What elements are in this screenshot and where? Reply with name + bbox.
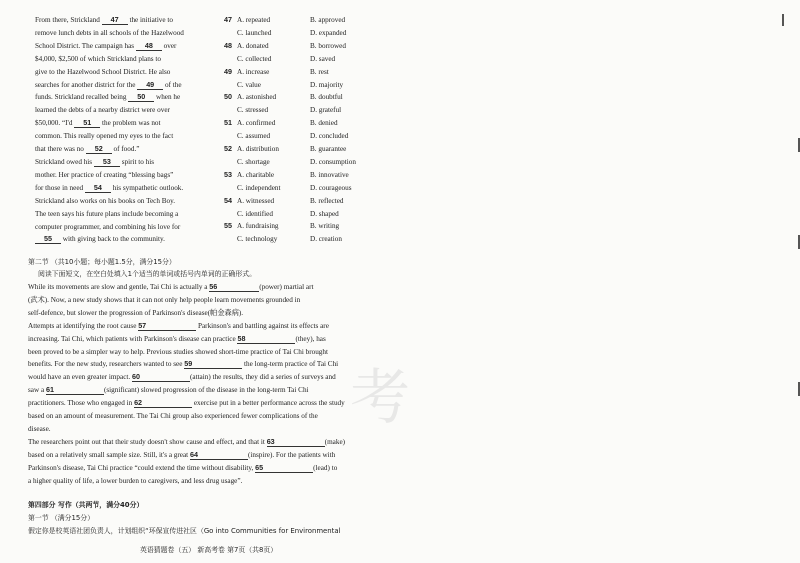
passage-text: (power) martial art [259,283,314,291]
passage-line [28,320,378,333]
passage-line [35,233,230,246]
option-c[interactable]: C. independent [237,183,281,192]
passage-text: his sympathetic outlook. [110,183,184,192]
option-c[interactable]: C. collected [237,54,272,63]
option-d[interactable]: D. shaped [310,209,339,218]
option-b[interactable]: B. reflected [310,196,344,205]
passage-text: the problem was not [100,119,161,128]
blank-57[interactable]: 57 [138,321,196,331]
option-d[interactable]: D. grateful [310,106,342,115]
passage-line [35,182,230,195]
passage-line [35,66,230,79]
option-b[interactable]: B. rest [310,67,329,76]
option-d[interactable]: D. expanded [310,28,347,37]
passage-text: benefits. For the new study, researchers wanted to see [28,360,185,369]
option-c[interactable]: C. assumed [237,132,271,141]
option-a[interactable]: A. increase [237,67,270,76]
option-a[interactable]: A. charitable [237,170,275,179]
option-d[interactable]: D. courageous [310,183,352,192]
blank-53[interactable]: 53 [94,157,120,167]
blank-56[interactable]: 56 [209,282,259,292]
option-a[interactable]: A. astonished [237,93,277,102]
blank-51[interactable]: 51 [74,118,100,128]
passage-text: (they), has [295,334,326,343]
passage-text: Parkinson's and battling against its effects are [196,321,329,330]
writing-prompt: 假定你是校英语社团负责人，计划组织“环保宣传进社区（Go into Communities for Environmental [28,527,341,535]
blank-59[interactable]: 59 [184,359,242,369]
question-number: 54 [224,195,232,205]
watermark: 考 [350,363,410,433]
option-b[interactable]: B. borrowed [310,41,346,50]
passage-line [28,294,378,307]
passage-line [35,195,230,208]
passage-line [28,475,378,488]
passage-text: the initiative to [127,16,173,24]
blank-60[interactable]: 60 [132,372,190,382]
option-c[interactable]: C. identified [237,209,273,218]
passage-line [35,117,230,130]
passage-line [35,156,230,169]
passage-line [35,169,230,182]
passage-line [35,53,230,66]
passage-text: funds. Strickland recalled being [35,93,129,102]
option-b[interactable]: B. guarantee [310,145,347,153]
blank-58[interactable]: 58 [237,334,295,344]
passage-text: searches for another district for the [35,80,138,89]
option-c[interactable]: C. launched [237,28,272,37]
passage-text: $50,000. “I'd [35,119,75,128]
option-d[interactable]: D. creation [310,235,342,244]
section2-title: 第二节 （共10小题；每小题1.5分，满分15分） [28,258,176,266]
passage-text: (武术). Now, a new study shows that it can not only help people learn movements grounded in [28,295,301,304]
passage-line [35,143,230,156]
passage-line [28,397,378,410]
passage-line [35,14,230,27]
option-d[interactable]: D. consumption [310,157,356,166]
blank-52[interactable]: 52 [86,144,112,154]
passage-text: based on a relatively small sample size. Still, it's a great [28,450,190,459]
option-a[interactable]: A. witnessed [237,196,275,205]
passage-line [35,208,230,221]
passage-text: of the [163,80,182,89]
passage-text: Parkinson's disease, Tai Chi practice “could extend the time without disability, [28,463,256,472]
passage-text: Strickland owed his [35,157,94,166]
option-b[interactable]: B. doubtful [310,93,343,102]
part4-title: 第四部分 写作（共两节，满分40分） [28,501,144,509]
scan-edge-mark [782,14,784,26]
blank-63[interactable]: 63 [267,437,325,447]
passage-text: would have an even greater impact. [28,373,132,382]
passage-line [28,307,378,320]
passage-text: based on an amount of measurement. The Tai Chi group also experienced fewer complications of the [28,412,318,421]
passage-text: been proved to be a simpler way to help. Previous studies showed short-time practice of Tai Chi brought [28,347,328,356]
passage-text: disease. [28,424,51,433]
passage-text: self-defence, but slower the progression of Parkinson's disease(帕金森病). [28,308,244,317]
part4-subtitle: 第一节 （满分15分） [28,514,95,522]
passage-text: common. This really opened my eyes to the fact [35,132,174,141]
passage-line [28,358,378,371]
cloze-passage [35,14,230,246]
passage-text: exercise put in a better performance across the study [192,399,345,408]
blank-50[interactable]: 50 [128,92,154,102]
passage-text: School District. The campaign has [35,41,136,50]
passage-text: over [161,41,177,50]
passage-text: mother. Her practice of creating “blessing bags” [35,170,174,179]
passage-text: saw a [28,386,46,395]
passage-text: that there was no [35,145,86,154]
passage-line [28,371,378,384]
blank-47[interactable]: 47 [102,15,128,25]
passage-text: with giving back to the community. [61,235,165,244]
passage-text: practitioners. Those who engaged in [28,399,135,408]
passage-line [35,40,230,53]
passage-line [28,410,378,423]
passage-line [28,436,378,449]
passage-text: spirit to his [119,157,155,166]
passage-text: a higher quality of life, a lower burden to caregivers, and less drug usage”. [28,476,243,485]
passage-text: give to the Hazelwood School District. He also [35,67,171,76]
passage-line [35,91,230,104]
blank-55[interactable]: 55 [35,234,61,244]
blank-54[interactable]: 54 [85,183,111,193]
option-b[interactable]: B. writing [310,222,340,231]
passage-line [28,462,378,475]
passage-line [28,423,378,436]
passage-text: of food.” [111,145,140,154]
question-number: 53 [224,169,232,179]
passage-text: learned the debts of a nearby district were over [35,106,170,115]
option-a[interactable]: A. repeated [237,16,271,24]
passage-text: computer programmer, and combining his love for [35,222,181,231]
question-number: 51 [224,118,232,128]
passage-line [35,79,230,92]
question-number: 52 [224,144,232,153]
passage-line [28,333,378,346]
passage-line [35,221,230,234]
option-d[interactable]: D. concluded [310,132,349,141]
passage-line [35,27,230,40]
passage-text: Strickland also works on his books on Tech Boy. [35,196,176,205]
blank-49[interactable]: 49 [137,80,163,90]
option-c[interactable]: C. stressed [237,106,269,115]
option-a[interactable]: A. distribution [237,145,279,153]
option-c[interactable]: C. value [237,80,261,89]
passage-text: when he [154,93,181,102]
passage-text: $4,000, $2,500 of which Strickland plans to [35,54,161,63]
blank-64[interactable]: 64 [190,450,248,460]
passage-line [35,130,230,143]
question-number: 50 [224,92,232,102]
passage-text: (make) [324,437,346,446]
option-c[interactable]: C. technology [237,235,278,244]
passage-line [28,346,378,359]
option-b[interactable]: B. approved [310,16,346,24]
passage-text: Attempts at identifying the root cause [28,321,139,330]
passage-text: From there, Strickland [35,16,102,24]
option-b[interactable]: B. innovative [310,170,349,179]
passage-line [35,104,230,117]
passage-text: (lead) to [313,463,338,472]
question-number: 49 [224,66,232,76]
passage-text: increasing. Tai Chi, which patients with Parkinson's disease can practice [28,334,238,343]
blank-61[interactable]: 61 [46,385,104,395]
blank-48[interactable]: 48 [136,41,162,51]
passage-line [28,449,378,462]
passage-text: While its movements are slow and gentle, Tai Chi is actually a [28,283,210,291]
question-number: 55 [224,221,232,231]
passage-text: the long-term practice of Tai Chi [242,360,339,369]
option-d[interactable]: D. majority [310,80,344,89]
grammar-fill-passage [28,281,378,488]
blank-62[interactable]: 62 [134,398,192,408]
passage-text: remove lunch debts in all schools of the Hazelwood [35,28,184,37]
passage-text: (inspire). For the patients with [247,450,336,459]
question-number: 47 [224,15,232,24]
passage-line [28,281,378,294]
section2-instruction: 阅读下面短文，在空白处填入1个适当的单词或括号内单词的正确形式。 [38,270,256,278]
option-a[interactable]: A. fundraising [237,222,279,231]
option-a[interactable]: A. confirmed [237,119,276,128]
blank-65[interactable]: 65 [255,463,313,473]
question-number: 48 [224,40,232,50]
passage-line [28,384,378,397]
option-a[interactable]: A. donated [237,41,269,50]
passage-text: The researchers point out that their study doesn't show cause and effect, and that it [28,437,267,446]
option-b[interactable]: B. denied [310,119,338,128]
passage-text: (significant) slowed progression of the disease in the long-term Tai Chi [103,386,309,395]
option-c[interactable]: C. shortage [237,157,270,166]
passage-text: for those in need [35,183,85,192]
page-footer: 英语猜题卷（五） 新高考卷 第7页（共8页） [140,546,278,554]
option-d[interactable]: D. saved [310,54,336,63]
passage-text: (attain) the results, they did a series of surveys and [189,373,336,382]
passage-text: The teen says his future plans include becoming a [35,209,179,218]
